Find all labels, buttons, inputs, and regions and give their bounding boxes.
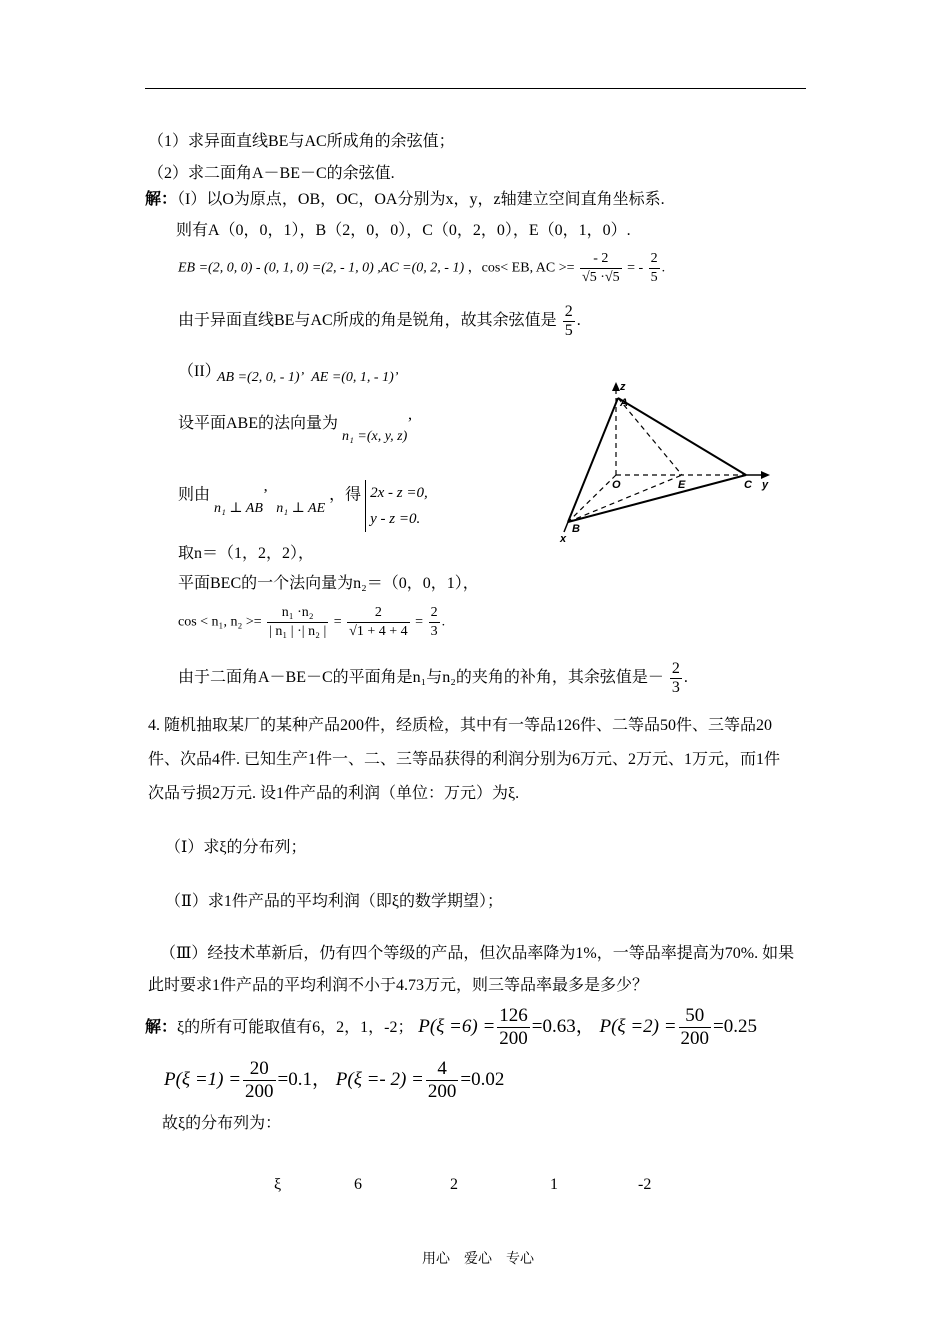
problem4-line2: 件、次品4件. 已知生产1件一、二、三等品获得的利润分别为6万元、2万元、1万元，而1件 xyxy=(148,751,781,768)
solution-label: 解： xyxy=(145,191,178,208)
solution-step1: （I）以O为原点，OB，OC，OA分别为x，y，z轴建立空间直角坐标系. xyxy=(177,191,665,208)
distribution-value: -2 xyxy=(638,1176,652,1193)
label-e: E xyxy=(678,479,686,491)
acute-cos-fraction: $\frac{2}{5}$ xyxy=(564,303,573,339)
problem4-q2: （Ⅱ）求1件产品的平均利润（即ξ的数学期望）； xyxy=(165,893,504,910)
coordinates-line: 则有A（0，0，1），B（2，0，0），C（0，2，0），E（0，1，0）. xyxy=(176,222,631,239)
cos-label: ，cos< EB, AC >= xyxy=(467,260,575,276)
cos-fraction: $\frac{- 2}{√5 \cdot√5}$ xyxy=(582,251,620,285)
solution-part1 xyxy=(145,186,665,209)
acute-angle-line: 由于异面直线BE与AC所成的角是锐角，故其余弦值是 $\frac{2}{5}$ . xyxy=(178,303,581,339)
plane-bec-normal-line: 平面BEC的一个法向量为n₂＝（0，0，1）， xyxy=(178,575,479,592)
problem4-q1: （Ⅰ）求ξ的分布列； xyxy=(165,839,307,856)
cos-result-fraction: $\frac{2}{5}$ xyxy=(650,251,658,285)
label-y: y xyxy=(762,479,769,491)
label-c: C xyxy=(744,479,752,491)
problem4-line3: 次品亏损2万元. 设1件产品的利润（单位：万元）为ξ. xyxy=(148,785,520,802)
vector-ab-ae: AB =(2, 0, - 1)’ AE =(0, 1, - 1)’ xyxy=(217,370,399,385)
question-1: （1）求异面直线BE与AC所成角的余弦值； xyxy=(148,133,455,150)
header-rule xyxy=(145,88,806,89)
question-2: （2）求二面角A－BE－C的余弦值. xyxy=(148,165,395,182)
vector-eb-ac-line: EB =(2, 0, 0) - (0, 1, 0) =(2, - 1, 0) ,AC =(0, 2, - 1) ，cos< EB, AC >= $\frac{- 2}{√5 \cdot√5}$ = - $\frac{2}{5}$ . xyxy=(178,251,666,285)
choose-n-line: 取n＝（1，2，2）， xyxy=(178,545,315,562)
vector-eb: EB =(2, 0, 0) - (0, 1, 0) =(2, - 1, 0) xyxy=(178,260,374,276)
label-z: z xyxy=(620,381,626,393)
page-footer: 用心 爱心 专心 xyxy=(422,1252,534,1267)
label-x: x xyxy=(560,533,567,545)
distribution-value: 1 xyxy=(550,1176,558,1193)
distribution-intro: 故ξ的分布列为： xyxy=(162,1115,282,1132)
dihedral-result-line: 由于二面角A－BE－C的平面角是n₁与n₂的夹角的补角，其余弦值是－ $\frac{2}{3}$ . xyxy=(178,660,688,696)
part2-label: （II） xyxy=(178,363,221,380)
answer-line1: 解：ξ的所有可能取值有6，2，1，-2； P(ξ =6) = $\frac{126}{200}$ =0.63， P(ξ =2) = $\frac{50}{200}$ =0.25 xyxy=(145,1005,758,1049)
cos-n1-n2-line: cos < n₁, n₂ >= $\frac{\text{n₁ ·n₂}}{\text{| n₁ | ·| n₂ |}}$ = $\frac{2}{√1 + 4 + 4}$ = $\frac{2}{3}$ . xyxy=(178,605,446,639)
answer-line2: P(ξ =1) = $\frac{20}{200}$ =0.1， P(ξ =- 2) = $\frac{4}{200}$ =0.02 xyxy=(164,1058,505,1102)
distribution-value: 2 xyxy=(450,1176,458,1193)
equation-system: 2x - z =0, y - z =0. xyxy=(365,480,428,532)
distribution-table-head: ξ xyxy=(274,1176,282,1193)
problem4-line1: 4. 随机抽取某厂的某种产品200件，经质检，其中有一等品126件、二等品50件、三等品20 xyxy=(148,717,773,734)
distribution-value: 6 xyxy=(354,1176,362,1193)
tetrahedron-figure xyxy=(550,380,790,550)
label-a: A xyxy=(620,397,628,409)
perpendicular-line: 则由 n₁ ⊥ AB’ n₁ ⊥ AE ，得 2x - z =0, y - z =0. xyxy=(178,470,428,522)
normal-vector-n1: n₁ =(x, y, z) xyxy=(342,429,408,444)
problem4-q3-line1: （Ⅲ）经技术革新后，仍有四个等级的产品，但次品率降为1%，一等品率提高为70%. 如果 xyxy=(160,945,795,962)
normal-vector-line: 设平面ABE的法向量为 n₁ =(x, y, z)’ xyxy=(178,415,413,444)
cos-equals: = - xyxy=(627,260,644,276)
vector-ac: ,AC =(0, 2, - 1) xyxy=(377,260,465,276)
problem4-q3-line2: 此时要求1件产品的平均利润不小于4.73万元，则三等品率最多是多少？ xyxy=(148,977,649,994)
label-o: O xyxy=(612,479,621,491)
label-b: B xyxy=(572,523,580,535)
